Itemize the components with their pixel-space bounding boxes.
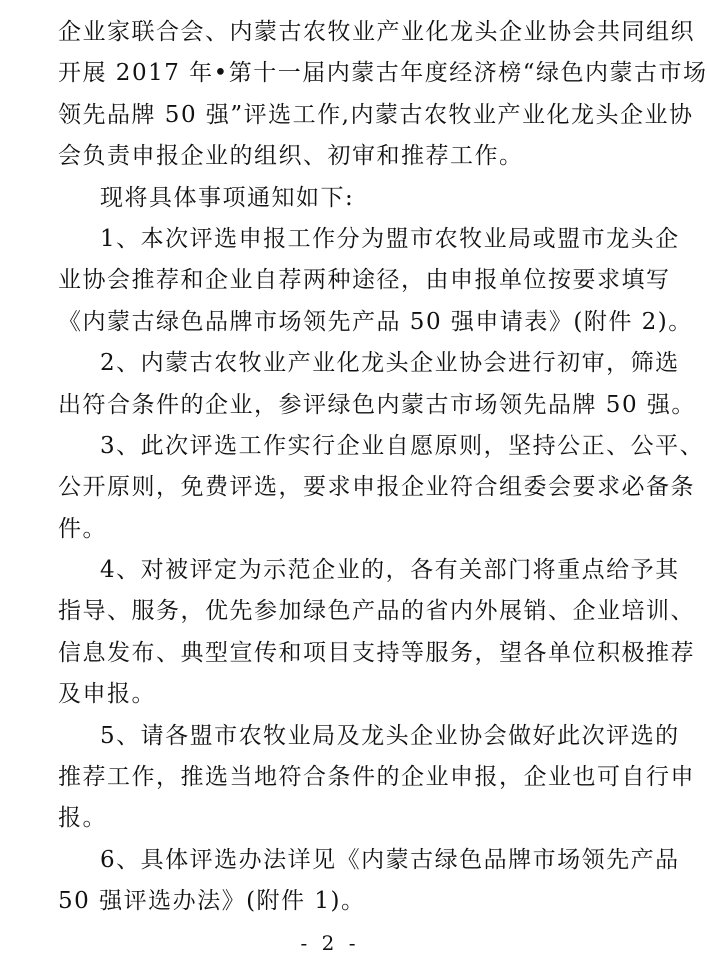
text-line: 开展 2017 年•第十一届内蒙古年度经济榜“绿色内蒙古市场 [58, 60, 707, 87]
text-line: 指导、服务，优先参加绿色产品的省内外展销、企业培训、 [58, 598, 695, 625]
text-line: 件。 [58, 515, 107, 542]
text-line: 2、内蒙古农牧业产业化龙头企业协会进行初审，筛选 [100, 350, 680, 377]
text-line: 5、请各盟市农牧业局及龙头企业协会做好此次评选的 [100, 722, 680, 749]
text-line: 公开原则，免费评选，要求申报企业符合组委会要求必备条 [58, 474, 695, 501]
text-line: 出符合条件的企业，参评绿色内蒙古市场领先品牌 50 强。 [58, 391, 696, 418]
text-line: 报。 [58, 805, 107, 832]
text-line: 3、此次评选工作实行企业自愿原则，坚持公正、公平、 [100, 432, 705, 459]
text-line: 4、对被评定为示范企业的，各有关部门将重点给予其 [100, 557, 680, 584]
text-line: 业协会推荐和企业自荐两种途径，由申报单位按要求填写 [58, 267, 671, 294]
text-line: 领先品牌 50 强”评选工作,内蒙古农牧业产业化龙头企业协 [58, 101, 694, 128]
text-line: 现将具体事项通知如下: [100, 184, 355, 211]
text-line: 会负责申报企业的组织、初审和推荐工作。 [58, 143, 524, 170]
page-number: - 2 - [300, 931, 360, 955]
text-line: 《内蒙古绿色品牌市场领先产品 50 强申请表》(附件 2)。 [58, 308, 693, 335]
text-line: 及申报。 [58, 681, 156, 708]
document-body [58, 12, 707, 923]
text-line: 6、具体评选办法详见《内蒙古绿色品牌市场领先产品 [100, 846, 680, 873]
text-line: 信息发布、典型宣传和项目支持等服务，望各单位积极推荐 [58, 639, 695, 666]
text-line: 1、本次评选申报工作分为盟市农牧业局或盟市龙头企 [100, 225, 680, 252]
text-line: 企业家联合会、内蒙古农牧业产业化龙头企业协会共同组织 [58, 19, 695, 45]
text-line: 推荐工作，推选当地符合条件的企业申报，企业也可自行申 [58, 764, 695, 791]
text-line: 50 强评选办法》(附件 1)。 [58, 888, 366, 915]
